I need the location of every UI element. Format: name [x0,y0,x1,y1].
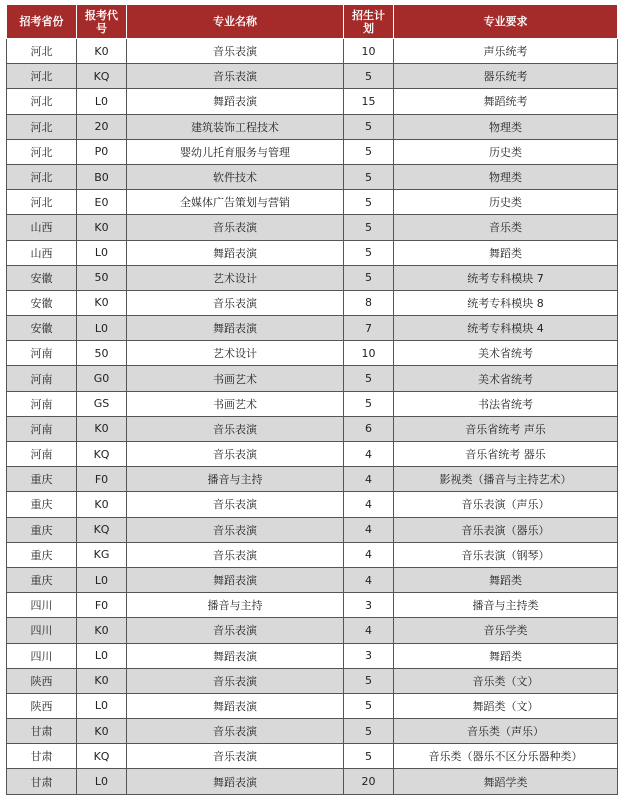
cell-code: K0 [77,215,127,240]
cell-major: 音乐表演 [127,719,344,744]
table-row [7,517,618,542]
cell-major: 婴幼儿托育服务与管理 [127,139,344,164]
cell-plan: 10 [344,39,394,64]
cell-requirement: 统考专科模块 4 [394,316,618,341]
cell-requirement: 音乐表演（声乐） [394,492,618,517]
cell-code: G0 [77,366,127,391]
cell-code: KQ [77,744,127,769]
cell-requirement: 声乐统考 [394,39,618,64]
cell-plan: 4 [344,618,394,643]
cell-code: K0 [77,39,127,64]
cell-plan: 4 [344,517,394,542]
table-row [7,190,618,215]
cell-plan: 5 [344,139,394,164]
cell-province: 陕西 [7,668,77,693]
table-row [7,240,618,265]
header-major: 专业名称 [127,5,344,39]
cell-code: F0 [77,593,127,618]
cell-major: 全媒体广告策划与营销 [127,190,344,215]
cell-province: 河北 [7,164,77,189]
cell-province: 河南 [7,391,77,416]
admissions-table [6,4,618,795]
cell-province: 河北 [7,39,77,64]
cell-province: 河北 [7,190,77,215]
cell-major: 音乐表演 [127,39,344,64]
cell-major: 艺术设计 [127,341,344,366]
header-requirement: 专业要求 [394,5,618,39]
table-body [7,39,618,795]
cell-province: 河北 [7,139,77,164]
cell-plan: 5 [344,114,394,139]
cell-requirement: 舞蹈统考 [394,89,618,114]
table-row [7,643,618,668]
cell-plan: 4 [344,567,394,592]
cell-province: 安徽 [7,290,77,315]
cell-plan: 5 [344,391,394,416]
cell-major: 艺术设计 [127,265,344,290]
cell-requirement: 音乐表演（钢琴） [394,542,618,567]
cell-requirement: 音乐类（声乐） [394,719,618,744]
cell-province: 河北 [7,114,77,139]
table-row [7,442,618,467]
cell-major: 音乐表演 [127,215,344,240]
cell-requirement: 播音与主持类 [394,593,618,618]
cell-code: L0 [77,316,127,341]
cell-major: 书画艺术 [127,366,344,391]
cell-province: 甘肃 [7,769,77,794]
cell-requirement: 物理类 [394,114,618,139]
table-row [7,114,618,139]
cell-code: K0 [77,416,127,441]
cell-province: 河南 [7,366,77,391]
cell-code: L0 [77,769,127,794]
table-header [7,5,618,39]
cell-province: 重庆 [7,542,77,567]
cell-province: 山西 [7,240,77,265]
cell-major: 音乐表演 [127,416,344,441]
table-row [7,366,618,391]
table-row [7,467,618,492]
cell-requirement: 舞蹈类 [394,643,618,668]
admissions-table-container [6,4,617,795]
cell-requirement: 统考专科模块 7 [394,265,618,290]
cell-major: 音乐表演 [127,744,344,769]
cell-province: 四川 [7,643,77,668]
cell-major: 软件技术 [127,164,344,189]
cell-code: K0 [77,290,127,315]
cell-plan: 4 [344,542,394,567]
cell-code: K0 [77,719,127,744]
table-row [7,139,618,164]
cell-requirement: 舞蹈学类 [394,769,618,794]
cell-major: 音乐表演 [127,290,344,315]
cell-major: 音乐表演 [127,542,344,567]
cell-code: F0 [77,467,127,492]
table-row [7,668,618,693]
cell-code: K0 [77,618,127,643]
table-row [7,769,618,794]
cell-province: 重庆 [7,567,77,592]
cell-province: 河北 [7,64,77,89]
header-plan: 招生计划 [344,5,394,39]
table-row [7,719,618,744]
cell-requirement: 舞蹈类（文） [394,693,618,718]
cell-requirement: 器乐统考 [394,64,618,89]
cell-major: 音乐表演 [127,64,344,89]
table-row [7,265,618,290]
cell-requirement: 美术省统考 [394,366,618,391]
cell-requirement: 音乐学类 [394,618,618,643]
cell-requirement: 书法省统考 [394,391,618,416]
cell-major: 音乐表演 [127,668,344,693]
cell-plan: 20 [344,769,394,794]
cell-plan: 10 [344,341,394,366]
cell-code: B0 [77,164,127,189]
table-row [7,567,618,592]
cell-plan: 3 [344,643,394,668]
cell-requirement: 音乐省统考 声乐 [394,416,618,441]
cell-major: 音乐表演 [127,517,344,542]
cell-requirement: 物理类 [394,164,618,189]
cell-requirement: 音乐表演（器乐） [394,517,618,542]
cell-plan: 5 [344,693,394,718]
header-row [7,5,618,39]
cell-major: 音乐表演 [127,442,344,467]
cell-plan: 5 [344,719,394,744]
cell-requirement: 美术省统考 [394,341,618,366]
cell-plan: 4 [344,467,394,492]
cell-code: K0 [77,668,127,693]
cell-major: 建筑装饰工程技术 [127,114,344,139]
table-row [7,39,618,64]
cell-code: L0 [77,567,127,592]
cell-province: 山西 [7,215,77,240]
cell-province: 重庆 [7,492,77,517]
cell-province: 甘肃 [7,744,77,769]
table-row [7,416,618,441]
cell-major: 音乐表演 [127,618,344,643]
cell-code: L0 [77,89,127,114]
cell-requirement: 历史类 [394,190,618,215]
table-row [7,391,618,416]
cell-province: 安徽 [7,316,77,341]
cell-requirement: 历史类 [394,139,618,164]
cell-major: 舞蹈表演 [127,89,344,114]
cell-province: 重庆 [7,517,77,542]
cell-major: 书画艺术 [127,391,344,416]
cell-requirement: 音乐类 [394,215,618,240]
cell-province: 河南 [7,442,77,467]
table-row [7,593,618,618]
cell-province: 河北 [7,89,77,114]
cell-code: GS [77,391,127,416]
cell-province: 重庆 [7,467,77,492]
cell-major: 舞蹈表演 [127,316,344,341]
table-row [7,618,618,643]
cell-province: 河南 [7,416,77,441]
table-row [7,64,618,89]
cell-code: K0 [77,492,127,517]
table-row [7,316,618,341]
table-row [7,542,618,567]
cell-plan: 5 [344,164,394,189]
cell-code: 20 [77,114,127,139]
cell-requirement: 音乐类（文） [394,668,618,693]
cell-province: 河南 [7,341,77,366]
cell-plan: 15 [344,89,394,114]
table-row [7,89,618,114]
cell-plan: 5 [344,265,394,290]
cell-major: 舞蹈表演 [127,693,344,718]
table-row [7,492,618,517]
cell-requirement: 音乐省统考 器乐 [394,442,618,467]
cell-province: 四川 [7,618,77,643]
table-row [7,290,618,315]
table-row [7,215,618,240]
cell-plan: 5 [344,215,394,240]
cell-province: 安徽 [7,265,77,290]
cell-code: L0 [77,693,127,718]
cell-major: 舞蹈表演 [127,567,344,592]
cell-code: KQ [77,64,127,89]
cell-plan: 8 [344,290,394,315]
cell-plan: 5 [344,668,394,693]
cell-province: 四川 [7,593,77,618]
cell-requirement: 影视类（播音与主持艺术） [394,467,618,492]
table-row [7,341,618,366]
cell-plan: 5 [344,64,394,89]
cell-requirement: 统考专科模块 8 [394,290,618,315]
cell-major: 舞蹈表演 [127,769,344,794]
cell-province: 甘肃 [7,719,77,744]
cell-requirement: 音乐类（器乐不区分乐器种类） [394,744,618,769]
cell-requirement: 舞蹈类 [394,567,618,592]
cell-plan: 5 [344,240,394,265]
cell-major: 舞蹈表演 [127,240,344,265]
cell-code: E0 [77,190,127,215]
cell-plan: 5 [344,190,394,215]
cell-code: 50 [77,341,127,366]
cell-plan: 7 [344,316,394,341]
cell-plan: 3 [344,593,394,618]
cell-major: 播音与主持 [127,467,344,492]
cell-code: 50 [77,265,127,290]
cell-plan: 6 [344,416,394,441]
cell-code: KG [77,542,127,567]
cell-province: 陕西 [7,693,77,718]
cell-plan: 5 [344,366,394,391]
cell-major: 播音与主持 [127,593,344,618]
cell-code: P0 [77,139,127,164]
cell-major: 音乐表演 [127,492,344,517]
cell-code: L0 [77,240,127,265]
cell-requirement: 舞蹈类 [394,240,618,265]
table-row [7,744,618,769]
cell-plan: 4 [344,492,394,517]
cell-code: L0 [77,643,127,668]
header-province: 招考省份 [7,5,77,39]
cell-plan: 4 [344,442,394,467]
table-row [7,164,618,189]
cell-plan: 5 [344,744,394,769]
cell-major: 舞蹈表演 [127,643,344,668]
table-row [7,693,618,718]
cell-code: KQ [77,517,127,542]
cell-code: KQ [77,442,127,467]
header-code: 报考代号 [77,5,127,39]
